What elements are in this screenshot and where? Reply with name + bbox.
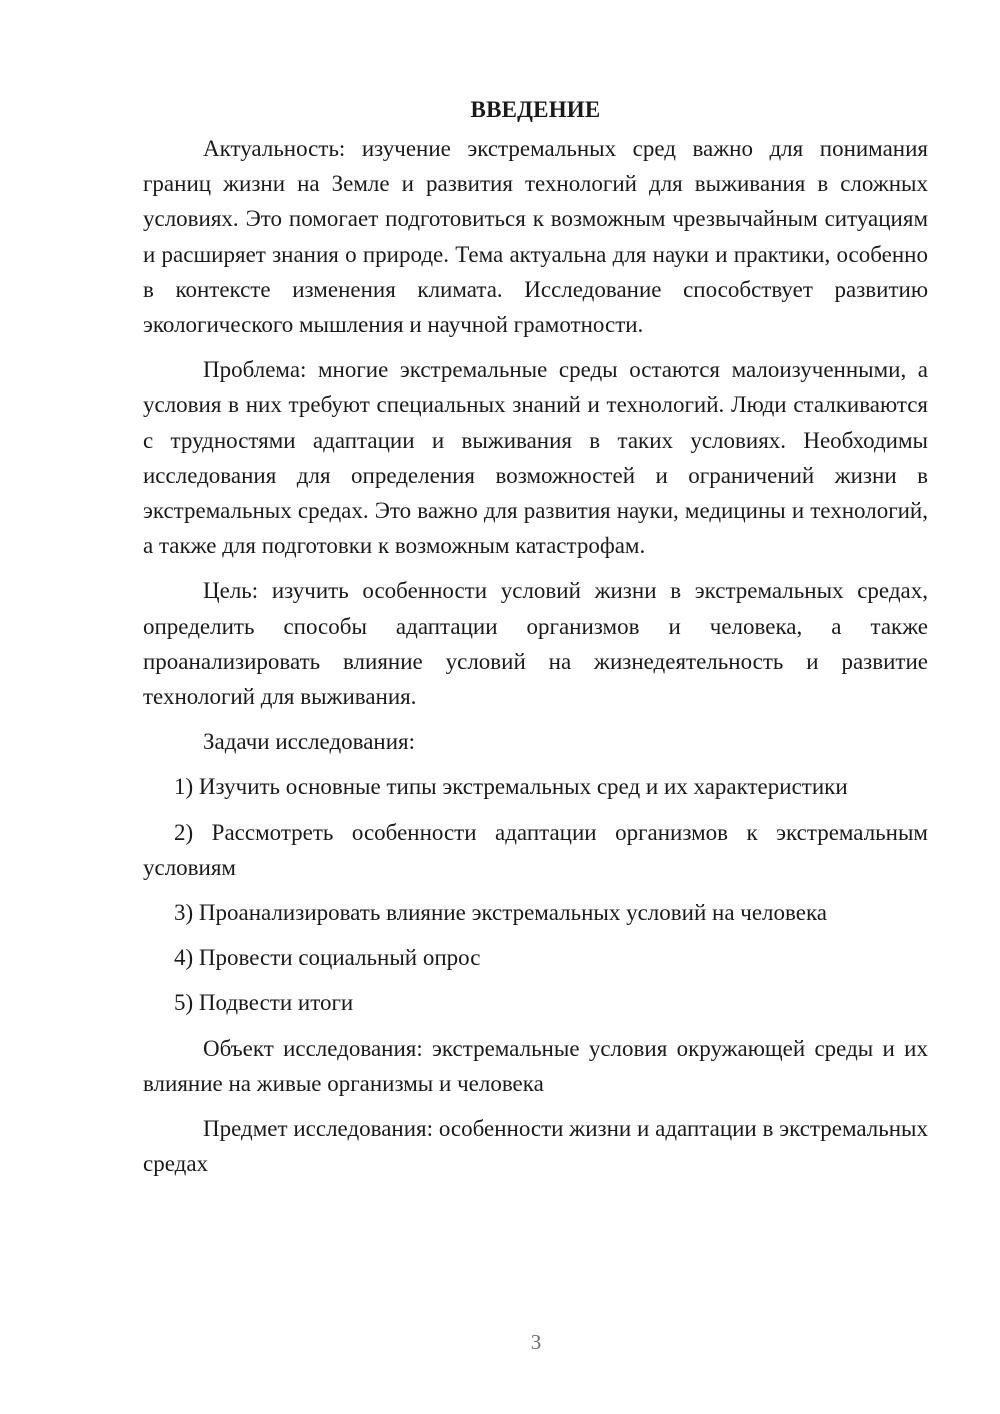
page-number: 3	[530, 1330, 542, 1354]
subject-paragraph: Предмет исследования: особенности жизни и адаптации в экстремальных средах	[143, 1116, 928, 1177]
object-paragraph: Объект исследования: экстремальные условия окружающей среды и их влияние на живые организмы и человека	[143, 1035, 928, 1096]
page-title: ВВЕДЕНИЕ	[470, 97, 601, 122]
page-content	[143, 92, 928, 1191]
task-item: 1) Изучить основные типы экстремальных сред и их характеристики	[174, 774, 848, 800]
problem-paragraph: Проблема: многие экстремальные среды остаются малоизученными, а условия в них требуют специальных знаний и технологий. Люди сталкиваются с трудностями адаптации и выживания в таких условиях. Необходимы исследования для определения возможностей и ограничений жизни в экстремальных средах. Это важно для развития науки, медицины и технологий, а также для подготовки к возможным катастрофам.	[143, 357, 928, 559]
task-item: 2) Рассмотреть особенности адаптации организмов к экстремальным условиям	[143, 819, 928, 880]
task-item: 5) Подвести итоги	[174, 990, 354, 1016]
tasks-heading: Задачи исследования:	[203, 729, 416, 755]
task-item: 3) Проанализировать влияние экстремальных условий на человека	[174, 900, 827, 926]
relevance-paragraph: Актуальность: изучение экстремальных сред важно для понимания границ жизни на Земле и развития технологий для выживания в сложных условиях. Это помогает подготовиться к возможным чрезвычайным ситуациям и расширяет знания о природе. Тема актуальна для науки и практики, особенно в контексте изменения климата. Исследование способствует развитию экологического мышления и научной грамотности.	[143, 136, 928, 338]
task-item: 4) Провести социальный опрос	[174, 945, 481, 971]
goal-paragraph: Цель: изучить особенности условий жизни в экстремальных средах, определить способы адаптации организмов и человека, а также проанализировать влияние условий на жизнедеятельность и развитие технологий для выживания.	[143, 578, 928, 710]
